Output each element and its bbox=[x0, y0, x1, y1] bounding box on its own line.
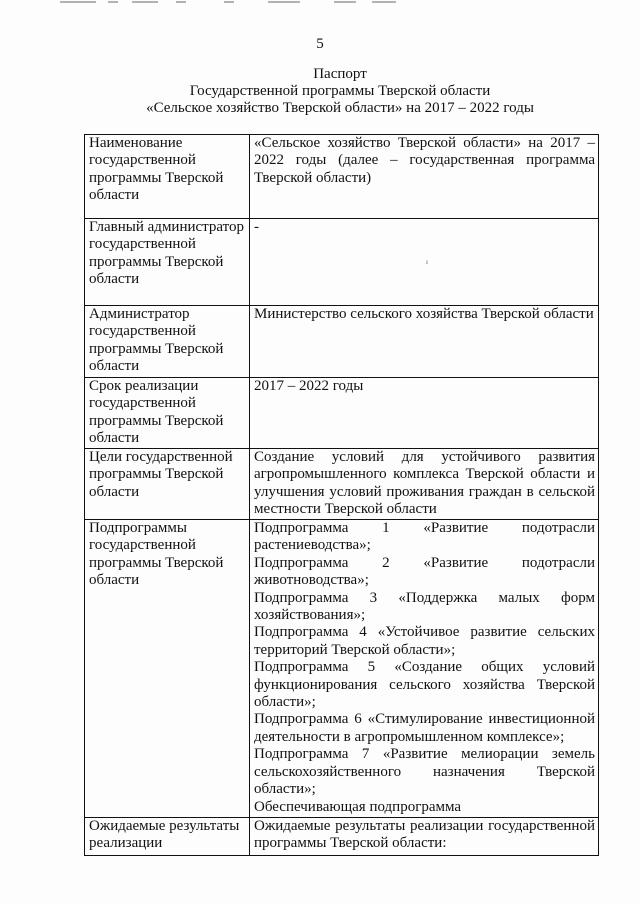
scan-speck: ı bbox=[426, 258, 428, 266]
row-value: Ожидаемые результаты реализации государственной программы Тверской области: bbox=[250, 818, 599, 856]
subprogram-item: Обеспечивающая подпрограмма bbox=[254, 798, 462, 815]
dash-value: - bbox=[254, 219, 259, 235]
row-value: 2017 – 2022 годы bbox=[250, 378, 599, 449]
title-line-2: Государственной программы Тверской области bbox=[189, 83, 491, 99]
subprogram-item: Подпрограмма 1 «Развитие подотрасли растениеводства»; bbox=[254, 520, 595, 554]
row-label: Цели государственной программы Тверской области bbox=[85, 449, 250, 520]
row-value: Создание условий для устойчивого развития агропромышленного комплекса Тверской области и улучшения условий проживания граждан в сельской местности Тверской области bbox=[250, 449, 599, 520]
title-line-3: «Сельское хозяйство Тверской области» на 2017 – 2022 годы bbox=[146, 100, 534, 116]
subprogram-list bbox=[250, 520, 599, 818]
row-label: Администратор государственной программы Тверской области bbox=[85, 306, 250, 378]
row-label: Ожидаемые результаты реализации bbox=[85, 818, 250, 856]
subprogram-item: Подпрограмма 5 «Создание общих условий функционирования сельского хозяйства Тверской области»; bbox=[254, 659, 595, 711]
page-number: 5 bbox=[316, 36, 324, 52]
document-title bbox=[40, 66, 640, 117]
row-label: Наименование государственной программы Тверской области bbox=[85, 135, 250, 219]
subprogram-item: Подпрограмма 6 «Стимулирование инвестиционной деятельности в агропромышленном комплексе»; bbox=[254, 711, 595, 745]
row-value bbox=[250, 219, 599, 306]
table-row bbox=[85, 306, 599, 378]
table-row bbox=[85, 449, 599, 520]
passport-table bbox=[84, 134, 599, 856]
scan-artifact-marks bbox=[0, 0, 640, 12]
table-row bbox=[85, 520, 599, 818]
row-label: Подпрограммы государственной программы Тверской области bbox=[85, 520, 250, 818]
subprogram-item: Подпрограмма 3 «Поддержка малых форм хозяйствования»; bbox=[254, 589, 595, 624]
row-label: Срок реализации государственной программы Тверской области bbox=[85, 378, 250, 449]
table-row bbox=[85, 818, 599, 856]
row-value: Министерство сельского хозяйства Тверской области bbox=[250, 306, 599, 378]
subprogram-item: Подпрограмма 2 «Развитие подотрасли животноводства»; bbox=[254, 554, 595, 589]
row-value: «Сельское хозяйство Тверской области» на 2017 – 2022 годы (далее – государственная программа Тверской области) bbox=[250, 135, 599, 219]
subprogram-item: Подпрограмма 7 «Развитие мелиорации земель сельскохозяйственного назначения Тверской области»; bbox=[254, 746, 595, 798]
table-row bbox=[85, 378, 599, 449]
table-row bbox=[85, 219, 599, 306]
table-row bbox=[85, 135, 599, 219]
title-line-1: Паспорт bbox=[313, 66, 367, 82]
subprogram-item: Подпрограмма 4 «Устойчивое развитие сельских территорий Тверской области»; bbox=[254, 624, 595, 658]
row-label: Главный администратор государственной программы Тверской области bbox=[85, 219, 250, 306]
